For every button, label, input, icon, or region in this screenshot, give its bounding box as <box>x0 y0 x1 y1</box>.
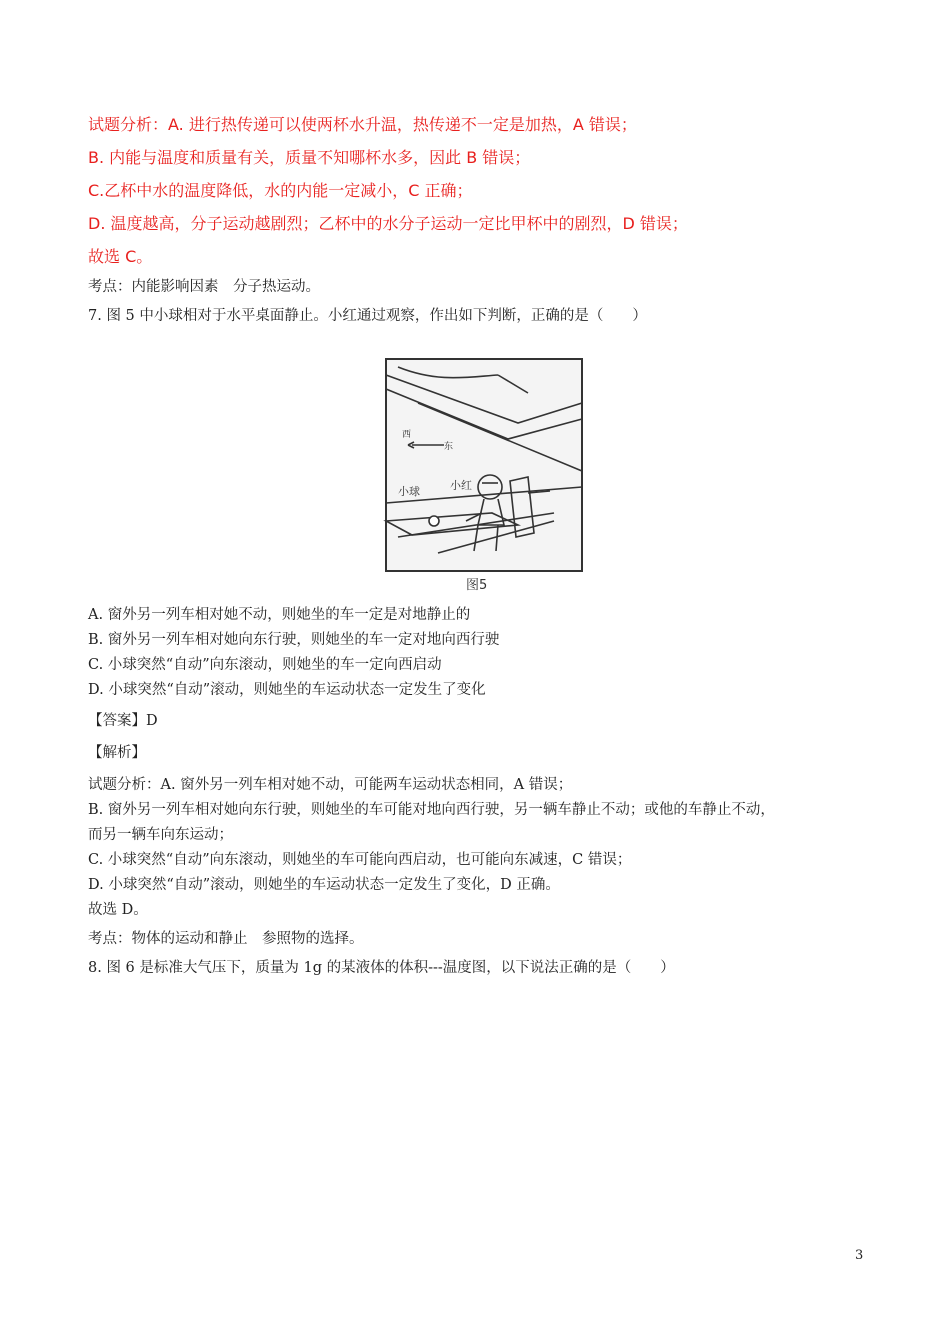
analysis-line: D. 小球突然“自动”滚动，则她坐的车运动状态一定发生了变化，D 正确。 <box>88 877 560 893</box>
analysis-line: B. 内能与温度和质量有关，质量不知哪杯水多，因此 B 错误； <box>88 148 531 167</box>
analysis-line: C. 小球突然“自动”向东滚动，则她坐的车可能向西启动，也可能向东减速，C 错误； <box>88 852 632 868</box>
option-b: B. 窗外另一列车相对她向东行驶，则她坐的车一定对地向西行驶 <box>88 632 500 648</box>
analysis-line: 故选 C。 <box>88 247 153 266</box>
analysis-line: D. 温度越高，分子运动越剧烈；乙杯中的水分子运动一定比甲杯中的剧烈，D 错误； <box>88 214 688 233</box>
label-east: 东 <box>444 442 454 452</box>
analysis-line: 故选 D。 <box>88 902 148 918</box>
label-west: 西 <box>402 430 412 440</box>
question-8-stem: 8. 图 6 是标准大气压下，质量为 1g 的某液体的体积---温度图，以下说法正确的是（ ） <box>88 960 675 976</box>
figure-5 <box>378 353 590 595</box>
analysis-line: 试题分析：A. 进行热传递可以使两杯水升温，热传递不一定是加热，A 错误； <box>88 115 637 134</box>
page-number: 3 <box>855 1248 864 1263</box>
label-girl: 小红 <box>450 479 472 492</box>
kaodian: 考点：物体的运动和静止 参照物的选择。 <box>88 931 364 947</box>
jiexi-header: 【解析】 <box>88 745 146 761</box>
option-d: D. 小球突然“自动”滚动，则她坐的车运动状态一定发生了变化 <box>88 682 486 698</box>
analysis-line: C.乙杯中水的温度降低，水的内能一定减小，C 正确； <box>88 181 473 200</box>
analysis-line: B. 窗外另一列车相对她向东行驶，则她坐的车可能对地向西行驶，另一辆车静止不动；或他的车静止不动， <box>88 802 775 818</box>
option-c: C. 小球突然“自动”向东滚动，则她坐的车一定向西启动 <box>88 657 442 673</box>
question-7-stem: 7. 图 5 中小球相对于水平桌面静止。小红通过观察，作出如下判断，正确的是（ ） <box>88 308 647 324</box>
option-a: A. 窗外另一列车相对她不动，则她坐的车一定是对地静止的 <box>88 607 471 623</box>
analysis-line: 试题分析：A. 窗外另一列车相对她不动，可能两车运动状态相同，A 错误； <box>88 777 573 793</box>
previous-kaodian: 考点：内能影响因素 分子热运动。 <box>88 279 320 295</box>
answer: 【答案】D <box>88 713 158 729</box>
analysis-line: 而另一辆车向东运动； <box>88 827 233 843</box>
label-ball: 小球 <box>398 485 420 498</box>
figure-caption: 图5 <box>466 578 488 593</box>
previous-analysis-block <box>88 108 888 273</box>
